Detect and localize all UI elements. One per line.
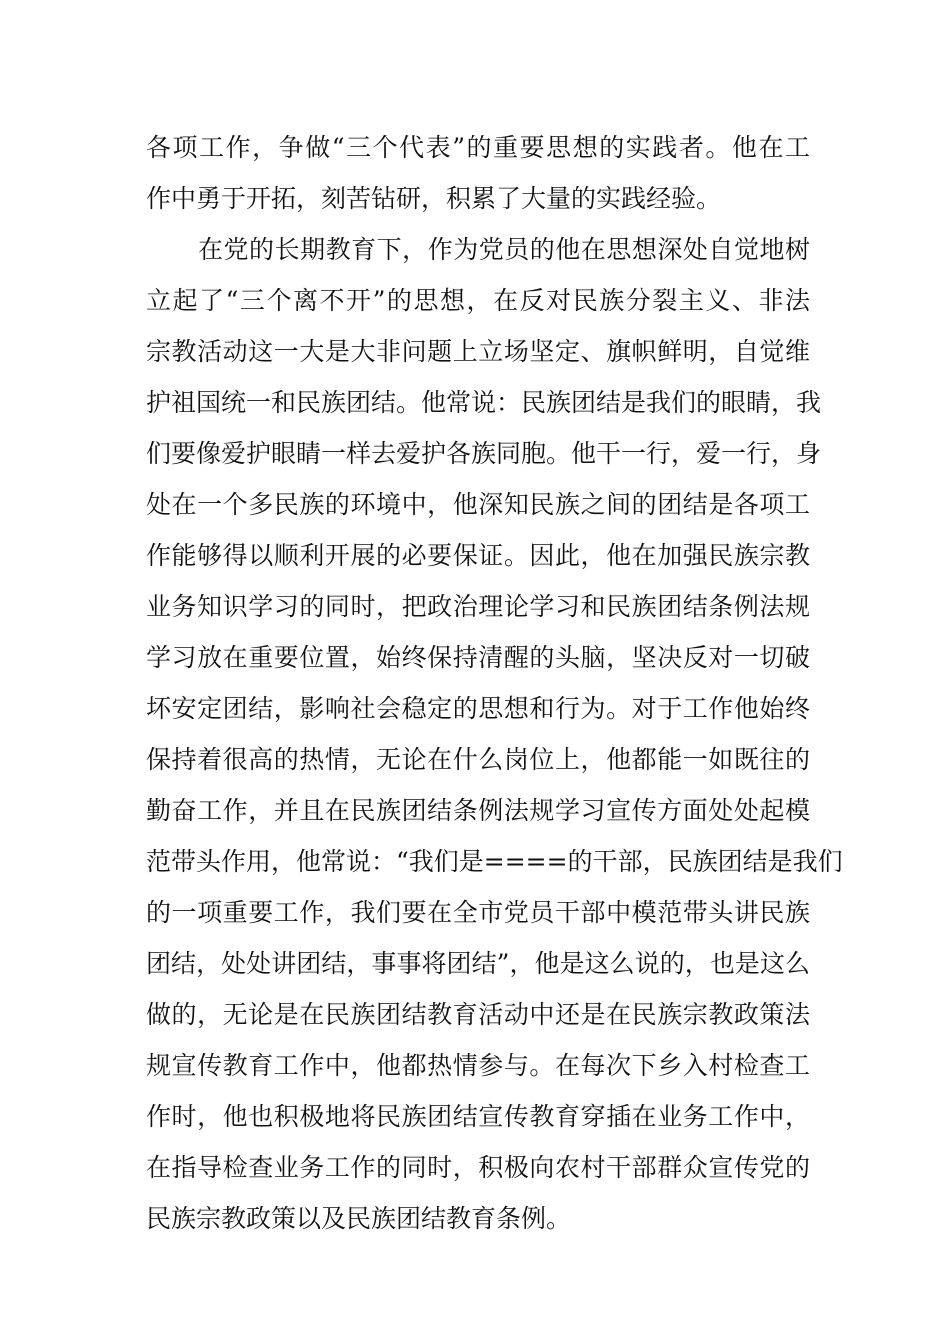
text-line: 勤奋工作，并且在民族团结条例法规学习宣传方面处处起模 bbox=[146, 796, 810, 825]
text-line: 作时，他也积极地将民族团结宣传教育穿插在业务工作中， bbox=[146, 1102, 810, 1131]
body-text bbox=[146, 122, 843, 1244]
text-line: 们要像爱护眼睛一样去爱护各族同胞。他干一行，爱一行，身 bbox=[146, 439, 822, 468]
text-line: 立起了“三个离不开”的思想，在反对民族分裂主义、非法 bbox=[146, 286, 810, 315]
text-line: 学习放在重要位置，始终保持清醒的头脑，坚决反对一切破 bbox=[146, 643, 810, 672]
text-line: 保持着很高的热情，无论在什么岗位上，他都能一如既往的 bbox=[146, 745, 810, 774]
text-line: 各项工作，争做“三个代表”的重要思想的实践者。他在工 bbox=[146, 133, 810, 162]
text-line: 做的，无论是在民族团结教育活动中还是在民族宗教政策法 bbox=[146, 1000, 810, 1029]
text-line: 范带头作用，他常说：“我们是====的干部，民族团结是我们 bbox=[146, 847, 843, 876]
text-line: 宗教活动这一大是大非问题上立场坚定、旗帜鲜明，自觉维 bbox=[146, 337, 810, 366]
text-line: 的一项重要工作，我们要在全市党员干部中模范带头讲民族 bbox=[146, 898, 810, 927]
text-line: 在党的长期教育下，作为党员的他在思想深处自觉地树 bbox=[198, 235, 810, 264]
text-line: 规宣传教育工作中，他都热情参与。在每次下乡入村检查工 bbox=[146, 1051, 810, 1080]
text-line: 民族宗教政策以及民族团结教育条例。 bbox=[146, 1204, 572, 1233]
text-line: 团结，处处讲团结，事事将团结”，他是这么说的，也是这么 bbox=[146, 949, 810, 978]
text-line: 坏安定团结，影响社会稳定的思想和行为。对于工作他始终 bbox=[146, 694, 810, 723]
text-line: 作能够得以顺利开展的必要保证。因此，他在加强民族宗教 bbox=[146, 541, 810, 570]
text-line: 在指导检查业务工作的同时，积极向农村干部群众宣传党的 bbox=[146, 1153, 810, 1182]
text-line: 作中勇于开拓，刻苦钻研，积累了大量的实践经验。 bbox=[146, 184, 722, 213]
text-line: 处在一个多民族的环境中，他深知民族之间的团结是各项工 bbox=[146, 490, 810, 519]
text-line: 业务知识学习的同时，把政治理论学习和民族团结条例法规 bbox=[146, 592, 810, 621]
text-line: 护祖国统一和民族团结。他常说：民族团结是我们的眼睛，我 bbox=[146, 388, 822, 417]
